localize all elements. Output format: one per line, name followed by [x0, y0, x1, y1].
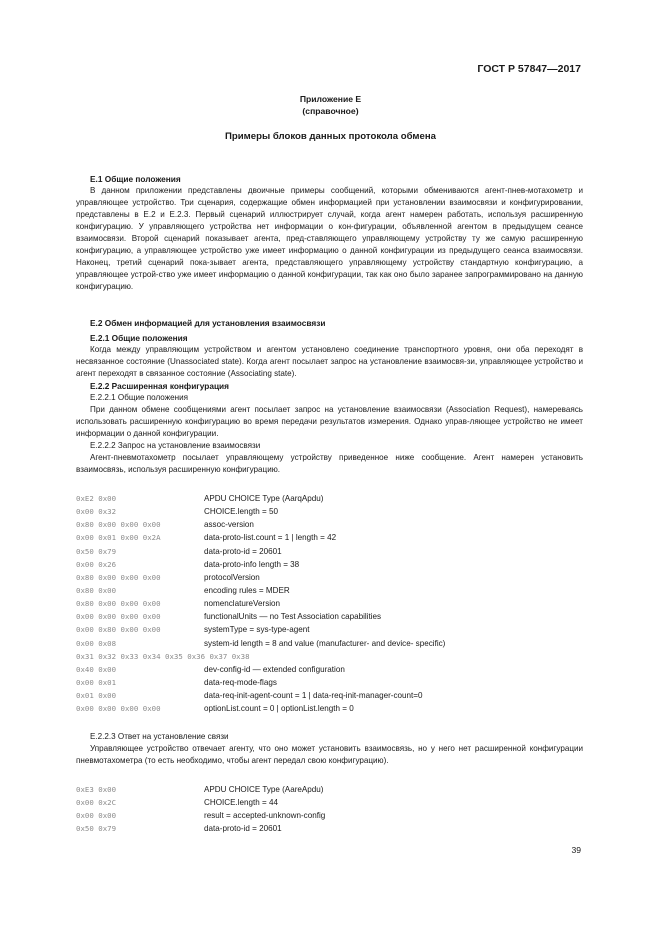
- section-e2-heading: Е.2 Обмен информацией для установления взаимосвязи: [90, 318, 326, 328]
- apdu-row: [76, 519, 583, 532]
- appendix-heading: [0, 94, 661, 117]
- section-e223-paragraph: Управляющее устройство отвечает агенту, что оно может установить взаимосвязь, но у него нет расширенной конфигурации пневмотахометра (то есть необходимо, чтобы агент передал свою конфигурацию).: [76, 744, 583, 765]
- apdu-row: [76, 690, 583, 703]
- section-e221-paragraph: При данном обмене сообщениями агент посылает запрос на установление взаимосвязи (Association Request), намереваясь использовать расширенную конфигурацию во время передачи результатов измерения. Однако управ-ляющее устройство не имеет информации о данной конфигурации.: [76, 405, 583, 438]
- apdu-row: [76, 784, 583, 797]
- apdu-row: [76, 624, 583, 637]
- field-description: dev-config-id — extended configuration: [204, 664, 345, 674]
- section-e1-paragraph: В данном приложении представлены двоичные примеры сообщений, которыми обмениваются агент-пнев-мотахометр и управляющее устройство. Три сценария, содержащие обмен информацией при установлении взаимосвязи и конфигурировании, представлены в Е.2 и Е.2.3. Первый сценарий иллюстрирует случай, когда агент намерен работать, используя расширенную конфигурацию. У управляющего устройства нет информации о кон-фигурации, объявленной агентом в предыдущем сеансе взаимосвязи. Второй сценарий показывает агента, пред-ставляющего управляющему устройству ту же самую расширенную конфигурацию, а управляющее устройство уже имеет информацию о данной конфигурации из предыдущего сеанса взаимосвязи. Наконец, третий сценарий пока-зывает агента, представляющего управляющему устройству стандартную конфигурацию, а управляющее устрой-ство уже имеет информацию о данной конфигурации, так как оно было заранее запрограммировано на данную конфигурацию.: [76, 186, 583, 291]
- apdu-row: [76, 638, 583, 651]
- apdu-row: [76, 598, 583, 611]
- apdu-row: [76, 703, 583, 716]
- apdu-row: [76, 546, 583, 559]
- apdu-row: [76, 651, 583, 664]
- hex-bytes: 0x50 0x79: [76, 824, 117, 834]
- response-apdu-listing: [76, 784, 583, 837]
- apdu-row: [76, 559, 583, 572]
- section-e1-heading: Е.1 Общие положения: [90, 174, 181, 184]
- field-description: protocolVersion: [204, 572, 260, 582]
- field-description: data-proto-id = 20601: [204, 546, 282, 556]
- field-description: data-proto-info length = 38: [204, 559, 300, 569]
- apdu-row: [76, 532, 583, 545]
- field-description: result = accepted-unknown-config: [204, 811, 326, 821]
- section-e22-heading: Е.2.2 Расширенная конфигурация: [90, 381, 229, 391]
- section-e222-heading: Е.2.2.2 Запрос на установление взаимосвязи: [90, 441, 261, 450]
- field-description: APDU CHOICE Type (AareApdu): [204, 785, 324, 794]
- hex-bytes: 0x50 0x79: [76, 546, 117, 556]
- appendix-type: (справочное): [302, 105, 359, 116]
- apdu-row: [76, 797, 583, 810]
- field-description: data-req-init-agent-count = 1 | data-req-init-manager-count=0: [204, 691, 423, 701]
- section-e1: [76, 173, 583, 293]
- page-number: 39: [571, 845, 581, 855]
- page-title: Примеры блоков данных протокола обмена: [225, 131, 436, 142]
- hex-bytes: 0x00 0x00 0x00 0x00: [76, 704, 161, 714]
- hex-bytes: 0x00 0x26: [76, 559, 117, 569]
- apdu-row: [76, 664, 583, 677]
- hex-bytes: 0x00 0x01: [76, 677, 117, 687]
- field-description: data-proto-list.count = 1 | length = 42: [204, 533, 337, 543]
- hex-bytes: 0x31 0x32 0x33 0x34 0x35 0x36 0x37 0x38: [76, 651, 250, 661]
- request-apdu-listing: [76, 493, 583, 716]
- hex-bytes: 0x80 0x00 0x00 0x00: [76, 572, 161, 582]
- field-description: functionalUnits — no Test Association capabilities: [204, 612, 382, 622]
- field-description: CHOICE.length = 44: [204, 798, 279, 808]
- apdu-row: [76, 810, 583, 823]
- section-e223-heading: Е.2.2.3 Ответ на установление связи: [90, 732, 229, 741]
- hex-bytes: 0x00 0x08: [76, 638, 117, 648]
- section-e2: [76, 317, 583, 476]
- field-description: system-id length = 8 and value (manufacturer- and device- specific): [204, 638, 446, 648]
- hex-bytes: 0x00 0x01 0x00 0x2A: [76, 533, 161, 543]
- apdu-row: [76, 611, 583, 624]
- appendix-title: Приложение Е: [299, 94, 362, 104]
- hex-bytes: 0x80 0x00 0x00 0x00: [76, 520, 161, 530]
- apdu-row: [76, 506, 583, 519]
- hex-bytes: 0x00 0x32: [76, 507, 117, 517]
- field-description: assoc-version: [204, 520, 254, 530]
- field-description: encoding rules = MDER: [204, 585, 290, 595]
- hex-bytes: 0x00 0x2C: [76, 798, 117, 808]
- field-description: data-req-mode-flags: [204, 677, 277, 687]
- document-id: ГОСТ Р 57847—2017: [477, 63, 581, 75]
- hex-bytes: 0x80 0x00 0x00 0x00: [76, 599, 161, 609]
- apdu-row: [76, 493, 583, 506]
- section-e21-paragraph: Когда между управляющим устройством и агентом установлено соединение транспортного уровня, они оба переходят в несвязанное состояние (Unassociated state). Когда агент посылает запрос на установление взаимосвя-зи, управляющее устройство и агент переходят в связанное состояние (Associating state).: [76, 345, 583, 378]
- hex-bytes: 0x00 0x00: [76, 811, 117, 821]
- hex-bytes: 0x00 0x80 0x00 0x00: [76, 625, 161, 635]
- hex-bytes: 0x01 0x00: [76, 691, 117, 701]
- field-description: nomenclatureVersion: [204, 599, 281, 609]
- section-e221-heading: Е.2.2.1 Общие положения: [90, 393, 188, 402]
- field-description: CHOICE.length = 50: [204, 507, 279, 517]
- hex-bytes: 0xE2 0x00: [76, 494, 117, 503]
- hex-bytes: 0x80 0x00: [76, 585, 117, 595]
- field-description: optionList.count = 0 | optionList.length = 0: [204, 704, 354, 714]
- hex-bytes: 0x00 0x00 0x00 0x00: [76, 612, 161, 622]
- section-e222-paragraph: Агент-пневмотахометр посылает управляющему устройству приведенное ниже сообщение. Агент намерен установить взаимосвязь, используя расширенную конфигурацию.: [76, 453, 583, 474]
- hex-bytes: 0xE3 0x00: [76, 785, 117, 794]
- field-description: systemType = sys-type-agent: [204, 625, 310, 635]
- field-description: APDU CHOICE Type (AarqApdu): [204, 494, 324, 503]
- apdu-row: [76, 585, 583, 598]
- apdu-row: [76, 677, 583, 690]
- field-description: data-proto-id = 20601: [204, 824, 282, 834]
- apdu-row: [76, 823, 583, 836]
- section-e223: [76, 731, 583, 767]
- hex-bytes: 0x40 0x00: [76, 664, 117, 674]
- apdu-row: [76, 572, 583, 585]
- section-e21-heading: Е.2.1 Общие положения: [90, 333, 188, 343]
